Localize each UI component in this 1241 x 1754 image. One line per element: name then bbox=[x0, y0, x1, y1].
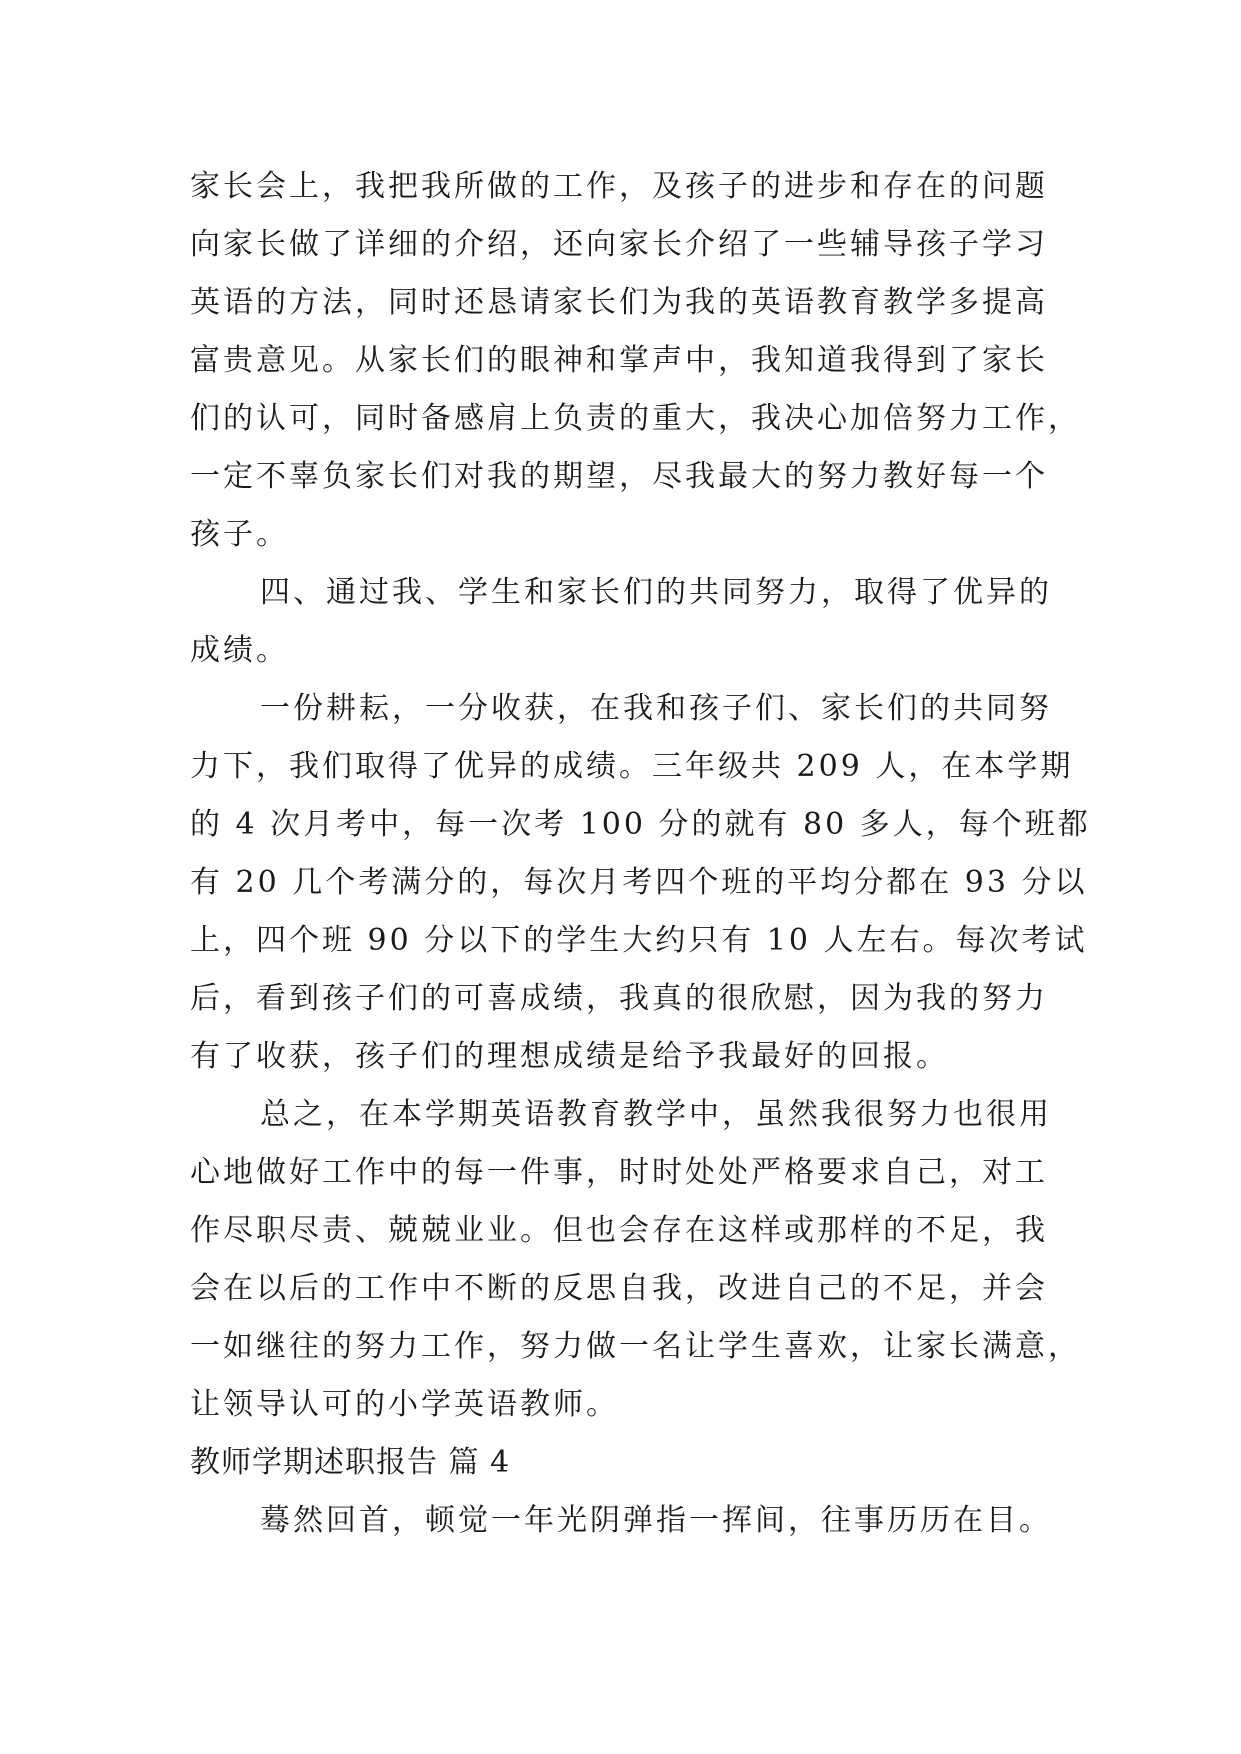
text-line: 成绩。 bbox=[190, 633, 289, 668]
text-line: 作尽职尽责、兢兢业业。但也会存在这样或那样的不足，我 bbox=[190, 1213, 1048, 1248]
text-line: 一如继往的努力工作，努力做一名让学生喜欢，让家长满意， bbox=[190, 1329, 1081, 1364]
text-line-indented: 一份耕耘，一分收获，在我和孩子们、家长们的共同努 bbox=[260, 691, 1052, 726]
text-line: 家长会上，我把我所做的工作，及孩子的进步和存在的问题 bbox=[190, 169, 1048, 204]
text-line: 心地做好工作中的每一件事，时时处处严格要求自己，对工 bbox=[190, 1155, 1048, 1190]
text-line-indented: 蓦然回首，顿觉一年光阴弹指一挥间，往事历历在目。 bbox=[260, 1503, 1052, 1538]
text-line: 富贵意见。从家长们的眼神和掌声中，我知道我得到了家长 bbox=[190, 343, 1048, 378]
text-line: 有 20 几个考满分的，每次月考四个班的平均分都在 93 分以 bbox=[190, 865, 1088, 900]
document-body bbox=[190, 158, 1091, 1550]
section-heading: 教师学期述职报告 篇 4 bbox=[190, 1445, 511, 1480]
text-line: 一定不辜负家长们对我的期望，尽我最大的努力教好每一个 bbox=[190, 459, 1048, 494]
text-line: 的 4 次月考中，每一次考 100 分的就有 80 多人，每个班都 bbox=[190, 807, 1091, 842]
text-line: 会在以后的工作中不断的反思自我，改进自己的不足，并会 bbox=[190, 1271, 1048, 1306]
text-line: 后，看到孩子们的可喜成绩，我真的很欣慰，因为我的努力 bbox=[190, 981, 1048, 1016]
text-line: 力下，我们取得了优异的成绩。三年级共 209 人，在本学期 bbox=[190, 749, 1074, 784]
text-line: 向家长做了详细的介绍，还向家长介绍了一些辅导孩子学习 bbox=[190, 227, 1048, 262]
text-line: 英语的方法，同时还恳请家长们为我的英语教育教学多提高 bbox=[190, 285, 1048, 320]
text-line: 让领导认可的小学英语教师。 bbox=[190, 1387, 619, 1422]
text-line: 有了收获，孩子们的理想成绩是给予我最好的回报。 bbox=[190, 1039, 949, 1074]
text-line: 们的认可，同时备感肩上负责的重大，我决心加倍努力工作， bbox=[190, 401, 1081, 436]
text-line-indented: 总之，在本学期英语教育教学中，虽然我很努力也很用 bbox=[260, 1097, 1052, 1132]
text-line: 孩子。 bbox=[190, 517, 289, 552]
text-line-indented: 四、通过我、学生和家长们的共同努力，取得了优异的 bbox=[260, 575, 1052, 610]
text-line: 上，四个班 90 分以下的学生大约只有 10 人左右。每次考试 bbox=[190, 923, 1088, 958]
